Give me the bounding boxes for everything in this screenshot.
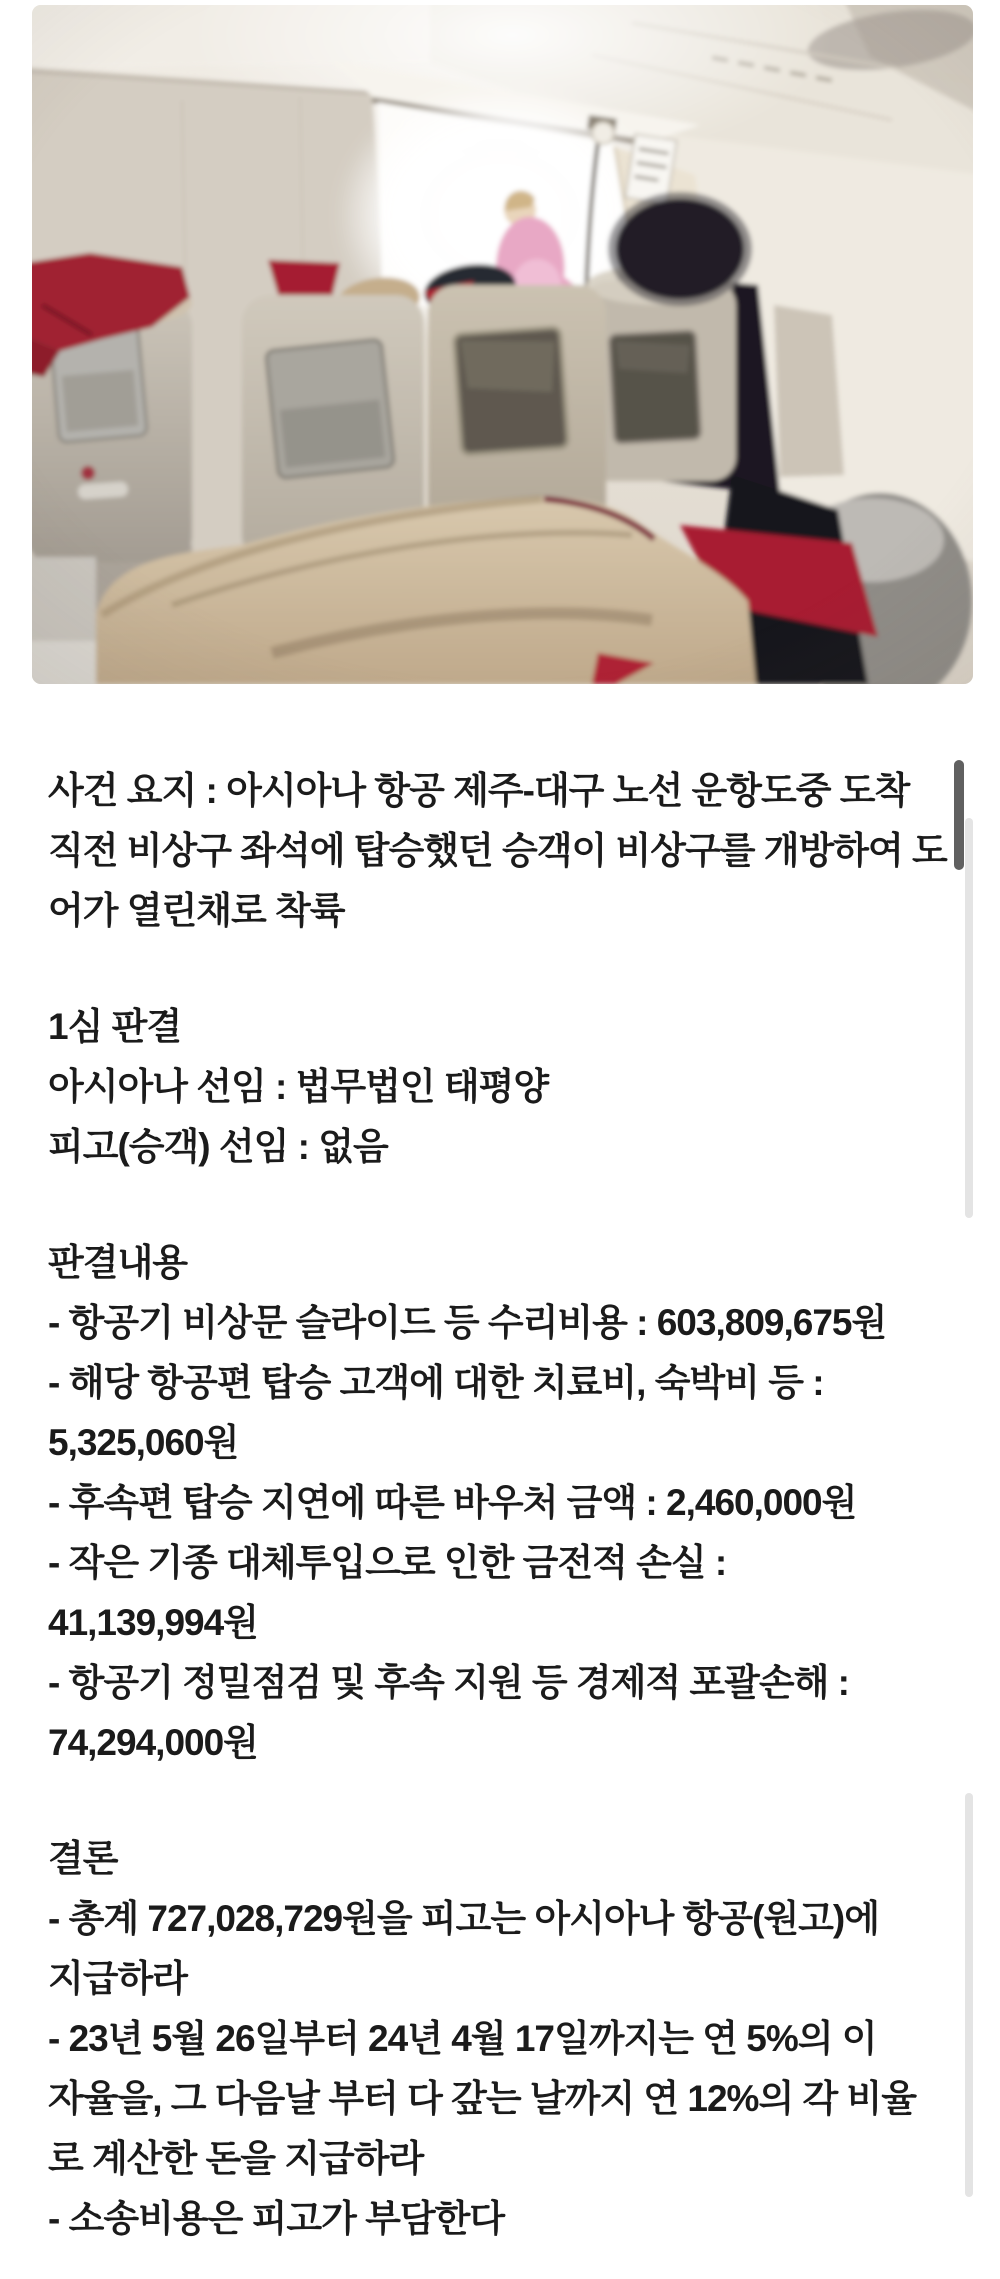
text-line: 직전 비상구 좌석에 탑승했던 승객이 비상구를 개방하여 도 <box>48 830 947 871</box>
text-line: 피고(승객) 선임 : 없음 <box>48 1126 388 1167</box>
text-line: 41,139,994원 <box>48 1602 258 1643</box>
text-line: - 23년 5월 26일부터 24년 4월 17일까지는 연 5%의 이 <box>48 2018 877 2059</box>
cabin-photo[interactable] <box>32 5 973 684</box>
text-line: - 항공기 정밀점검 및 후속 지원 등 경제적 포괄손해 : <box>48 1662 849 1703</box>
text-line: 아시아나 선임 : 법무법인 태평양 <box>48 1066 549 1107</box>
text-line: 자율을, 그 다음날 부터 다 갚는 날까지 연 12%의 각 비율 <box>48 2078 916 2119</box>
text-line: - 소송비용은 피고가 부담한다 <box>48 2198 505 2239</box>
scrollbar-track-lower <box>965 1793 973 2197</box>
text-line: - 항공기 비상문 슬라이드 등 수리비용 : 603,809,675원 <box>48 1302 887 1343</box>
text-line: - 후속편 탑승 지연에 따른 바우처 금액 : 2,460,000원 <box>48 1482 857 1523</box>
paragraph-incident-summary <box>48 761 953 941</box>
text-line: 어가 열린채로 착륙 <box>48 890 345 931</box>
post-text <box>48 761 953 2249</box>
paragraph-conclusion <box>48 1829 953 2249</box>
paragraph-ruling-details <box>48 1233 953 1773</box>
paragraph-first-trial-ruling <box>48 997 953 1177</box>
text-line: 74,294,000원 <box>48 1722 258 1763</box>
text-line: 사건 요지 : 아시아나 항공 제주-대구 노선 운항도중 도착 <box>48 770 910 811</box>
scrollbar-thumb[interactable] <box>954 760 964 870</box>
text-line: 판결내용 <box>48 1242 187 1283</box>
text-line: - 작은 기종 대체투입으로 인한 금전적 손실 : <box>48 1542 727 1583</box>
text-line: - 총계 727,028,729원을 피고는 아시아나 항공(원고)에 <box>48 1898 879 1939</box>
scrollbar-track-upper <box>965 818 973 1218</box>
text-line: 결론 <box>48 1838 118 1879</box>
text-line: 지급하라 <box>48 1958 187 1999</box>
text-line: - 해당 항공편 탑승 고객에 대한 치료비, 숙박비 등 : <box>48 1362 824 1403</box>
text-line: 1심 판결 <box>48 1006 182 1047</box>
cabin-photo-illustration <box>32 5 973 684</box>
text-line: 로 계산한 돈을 지급하라 <box>48 2138 424 2179</box>
text-line: 5,325,060원 <box>48 1422 239 1463</box>
